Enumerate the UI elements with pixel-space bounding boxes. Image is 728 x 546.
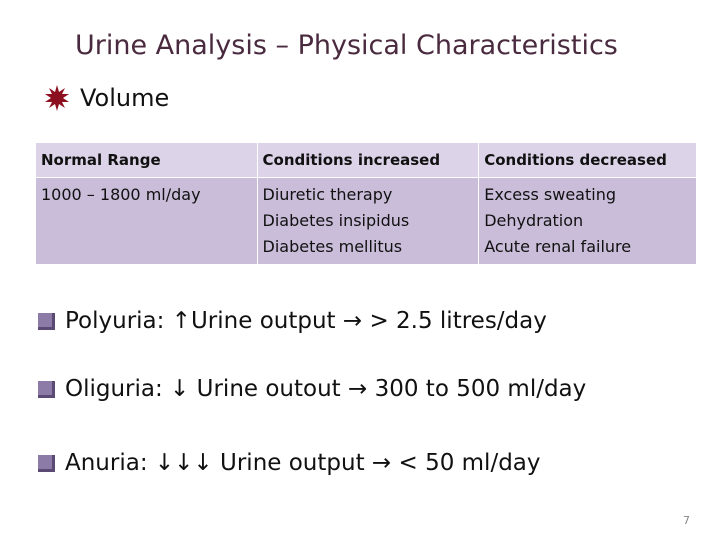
header-normal-range: Normal Range xyxy=(36,143,258,178)
cell-conditions-decreased xyxy=(479,178,697,265)
subheading xyxy=(44,84,169,112)
slide-title: Urine Analysis – Physical Characteristics xyxy=(75,30,618,61)
header-conditions-increased: Conditions increased xyxy=(257,143,479,178)
page-number: 7 xyxy=(683,514,690,527)
cell-conditions-increased xyxy=(257,178,479,265)
checkbox-icon xyxy=(38,381,55,398)
decreased-item: Acute renal failure xyxy=(484,237,632,256)
increased-item: Diabetes mellitus xyxy=(262,237,403,256)
checkbox-icon xyxy=(38,455,55,472)
list-item-anuria xyxy=(38,450,541,476)
increased-item: Diabetes insipidus xyxy=(262,211,410,230)
point-text: Anuria: ↓↓↓ Urine output → < 50 ml/day xyxy=(65,450,541,476)
starburst-icon xyxy=(44,85,70,111)
cell-normal-range xyxy=(36,178,258,265)
increased-item: Diuretic therapy xyxy=(262,185,393,204)
table-row xyxy=(36,178,697,265)
decreased-item: Excess sweating xyxy=(484,185,616,204)
volume-table xyxy=(35,142,697,265)
checkbox-icon xyxy=(38,313,55,330)
list-item-polyuria xyxy=(38,308,547,334)
list-item-oliguria xyxy=(38,376,586,402)
point-text: Polyuria: ↑Urine output → > 2.5 litres/day xyxy=(65,308,547,334)
header-conditions-decreased: Conditions decreased xyxy=(479,143,697,178)
decreased-item: Dehydration xyxy=(484,211,584,230)
subheading-label: Volume xyxy=(80,84,170,112)
normal-range-value: 1000 – 1800 ml/day xyxy=(41,185,201,204)
table-header-row xyxy=(36,143,697,178)
point-text: Oliguria: ↓ Urine outout → 300 to 500 ml/day xyxy=(65,376,587,402)
